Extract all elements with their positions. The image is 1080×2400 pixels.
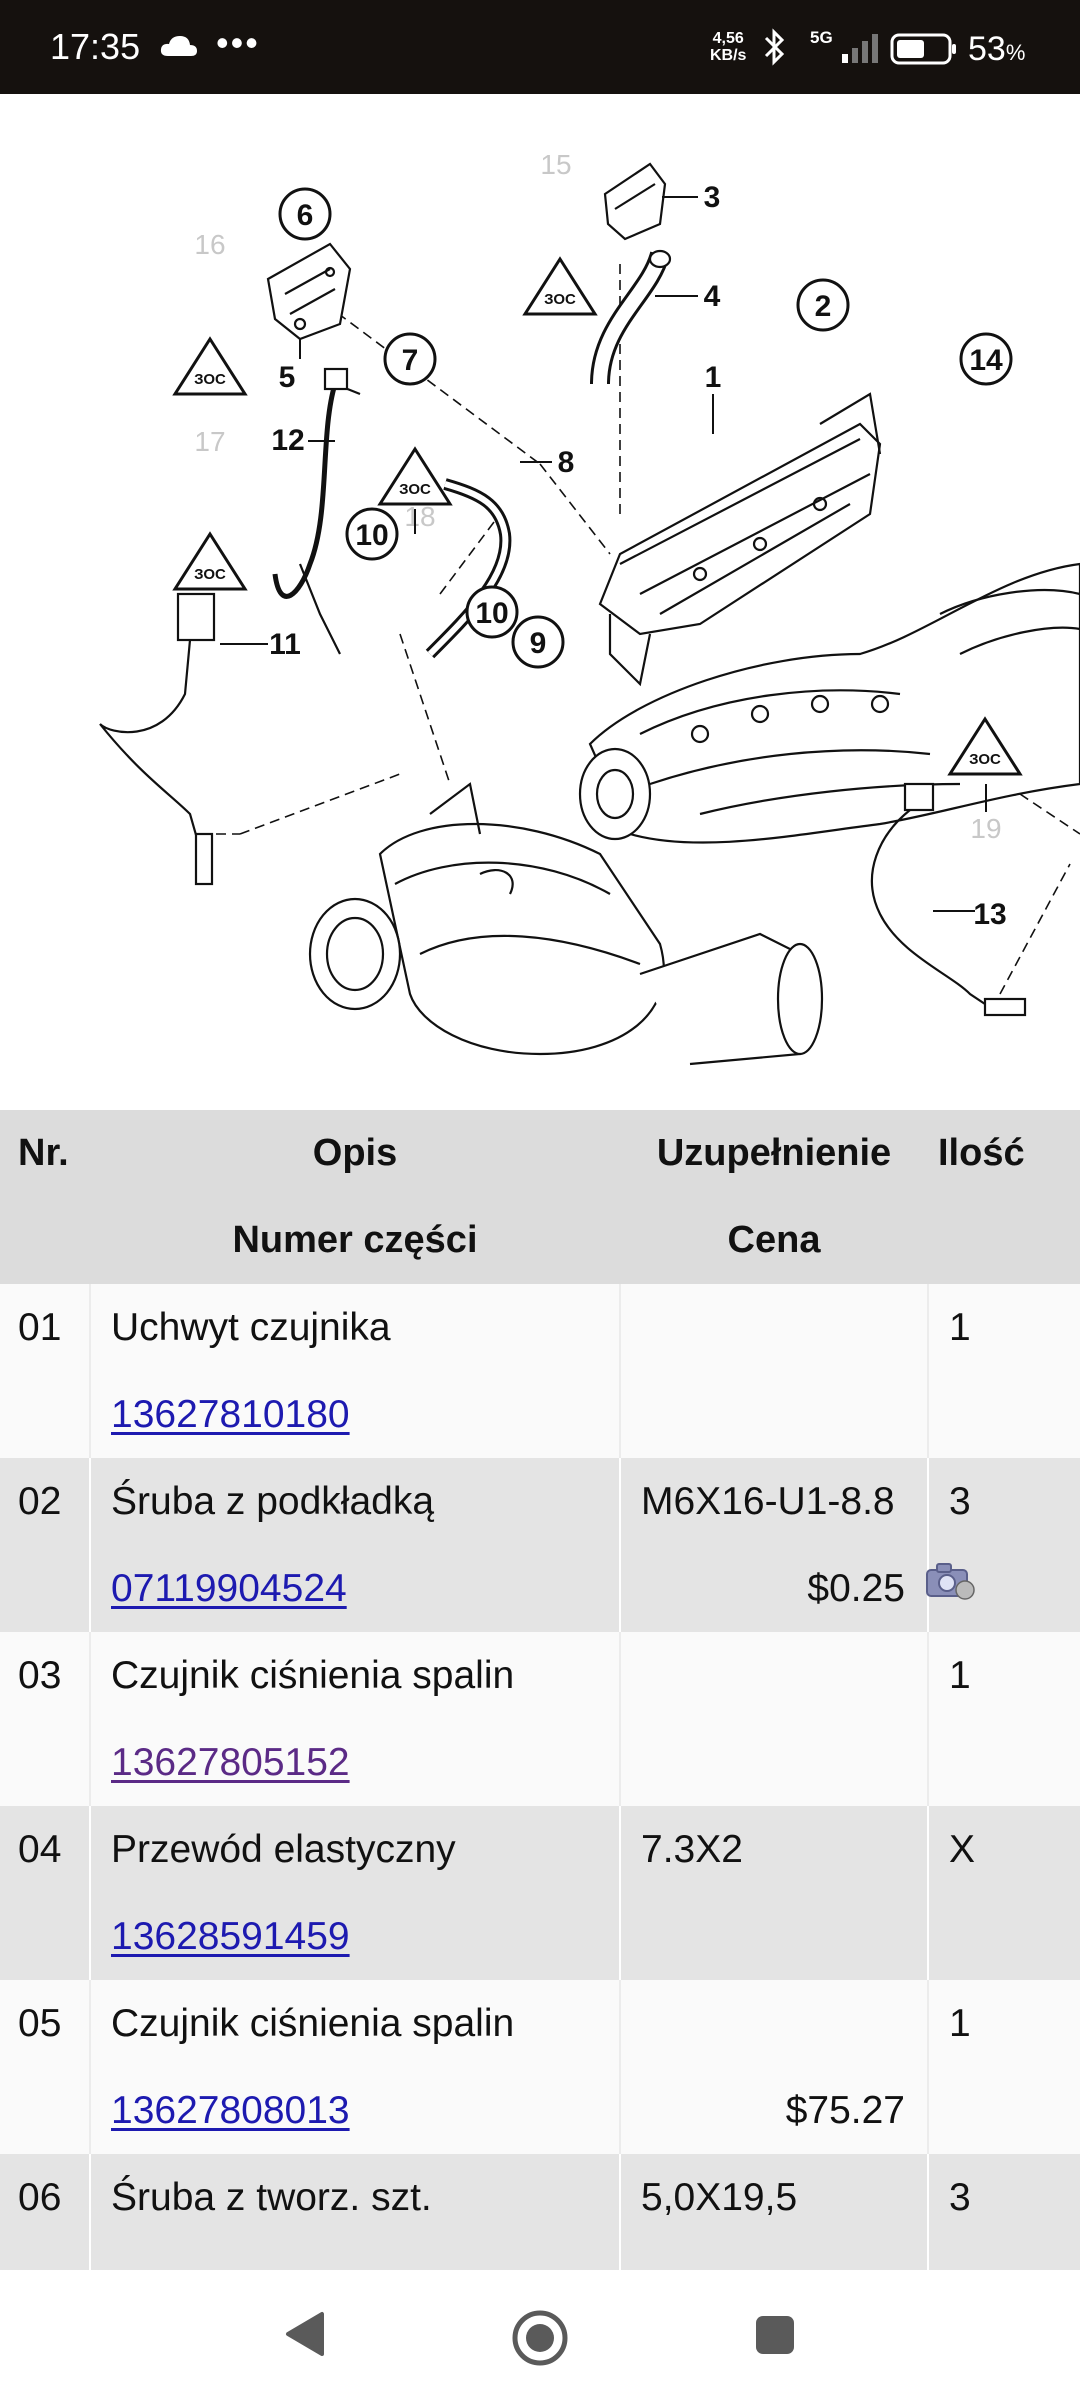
svg-text:ЗОС: ЗОС bbox=[194, 566, 226, 583]
part-supplement: 5,0X19,5 bbox=[620, 2154, 928, 2241]
battery-icon bbox=[890, 33, 960, 70]
recents-icon[interactable] bbox=[754, 2314, 796, 2361]
parts-table bbox=[0, 1110, 1080, 2328]
svg-text:1: 1 bbox=[704, 361, 722, 394]
svg-text:7: 7 bbox=[401, 344, 419, 377]
svg-text:17: 17 bbox=[194, 426, 226, 457]
svg-text:ЗОС: ЗОС bbox=[544, 291, 576, 308]
svg-text:2: 2 bbox=[814, 290, 832, 323]
row-number: 03 bbox=[0, 1632, 90, 1719]
header-numer-czesci: Numer części bbox=[90, 1197, 620, 1284]
svg-text:4: 4 bbox=[703, 280, 721, 313]
part-number-link[interactable]: 13628591459 bbox=[111, 1914, 350, 1958]
callout-6: 6 bbox=[296, 199, 314, 232]
row-number: 02 bbox=[0, 1458, 90, 1545]
part-supplement bbox=[620, 1284, 928, 1371]
table-row-details bbox=[0, 1371, 1080, 1458]
row-number: 06 bbox=[0, 2154, 90, 2241]
net-speed: 4,56 KB/s bbox=[710, 30, 747, 64]
battery-percent: 53% bbox=[968, 30, 1026, 68]
svg-text:12: 12 bbox=[271, 424, 305, 457]
status-bar bbox=[0, 0, 1080, 94]
part-quantity: X bbox=[949, 1827, 976, 1871]
table-row bbox=[0, 1806, 1080, 1893]
part-number-link[interactable]: 13627810180 bbox=[111, 1392, 350, 1436]
row-number: 04 bbox=[0, 1806, 90, 1893]
parts-diagram bbox=[0, 94, 1080, 1110]
svg-text:9: 9 bbox=[529, 627, 547, 660]
camera-icon[interactable] bbox=[925, 1560, 977, 1610]
part-description: Czujnik ciśnienia spalin bbox=[90, 1632, 620, 1719]
svg-text:15: 15 bbox=[540, 149, 572, 180]
svg-text:19: 19 bbox=[970, 813, 1002, 844]
svg-text:11: 11 bbox=[269, 628, 301, 661]
svg-text:10: 10 bbox=[355, 519, 389, 552]
part-quantity: 1 bbox=[949, 1653, 971, 1697]
header-opis: Opis bbox=[312, 1132, 398, 1174]
clock: 17:35 bbox=[50, 26, 141, 67]
part-price bbox=[620, 1893, 928, 1980]
svg-text:5: 5 bbox=[278, 361, 296, 394]
part-quantity: 1 bbox=[949, 2001, 971, 2045]
svg-text:3: 3 bbox=[703, 181, 721, 214]
navigation-bar bbox=[0, 2270, 1080, 2400]
part-description: Śruba z podkładką bbox=[90, 1458, 620, 1545]
signal-icon bbox=[840, 32, 884, 69]
part-supplement: M6X16-U1-8.8 bbox=[620, 1458, 928, 1545]
network-type: 5G bbox=[810, 28, 833, 47]
part-supplement: 7.3X2 bbox=[620, 1806, 928, 1893]
part-description: Czujnik ciśnienia spalin bbox=[90, 1980, 620, 2067]
back-icon[interactable] bbox=[282, 2310, 326, 2363]
part-description: Przewód elastyczny bbox=[90, 1806, 620, 1893]
svg-text:ЗОС: ЗОС bbox=[399, 481, 431, 498]
table-row bbox=[0, 1458, 1080, 1545]
part-price bbox=[620, 1719, 928, 1806]
home-icon[interactable] bbox=[510, 2308, 570, 2373]
header-nr: Nr. bbox=[18, 1132, 69, 1174]
table-header-row-1 bbox=[0, 1110, 1080, 1197]
part-quantity: 1 bbox=[949, 1305, 971, 1349]
table-row bbox=[0, 2154, 1080, 2241]
header-cena: Cena bbox=[727, 1219, 821, 1261]
part-quantity: 3 bbox=[949, 1479, 971, 1523]
table-row-details bbox=[0, 1893, 1080, 1980]
row-number: 01 bbox=[0, 1284, 90, 1371]
part-description: Uchwyt czujnika bbox=[90, 1284, 620, 1371]
part-price bbox=[620, 1371, 928, 1458]
row-number: 05 bbox=[0, 1980, 90, 2067]
bluetooth-icon bbox=[760, 28, 788, 71]
part-quantity: 3 bbox=[949, 2175, 971, 2219]
part-number-link[interactable]: 13627808013 bbox=[111, 2088, 350, 2132]
svg-text:13: 13 bbox=[973, 898, 1007, 931]
part-price: $75.27 bbox=[620, 2067, 928, 2154]
svg-text:16: 16 bbox=[194, 229, 226, 260]
table-row-details bbox=[0, 2067, 1080, 2154]
header-ilosc: Ilość bbox=[938, 1132, 1025, 1174]
table-row-details bbox=[0, 1719, 1080, 1806]
table-row bbox=[0, 1632, 1080, 1719]
svg-text:ЗОС: ЗОС bbox=[969, 751, 1001, 768]
svg-text:14: 14 bbox=[969, 344, 1003, 377]
part-price: $0.25 bbox=[620, 1545, 928, 1632]
svg-text:ЗОС: ЗОС bbox=[194, 371, 226, 388]
part-description: Śruba z tworz. szt. bbox=[90, 2154, 620, 2241]
part-supplement bbox=[620, 1632, 928, 1719]
cloud-icon bbox=[160, 34, 198, 63]
svg-text:10: 10 bbox=[475, 597, 509, 630]
svg-text:8: 8 bbox=[557, 446, 575, 479]
table-header-row-2 bbox=[0, 1197, 1080, 1284]
more-notifications-icon: ••• bbox=[216, 22, 260, 63]
table-row bbox=[0, 1980, 1080, 2067]
part-supplement bbox=[620, 1980, 928, 2067]
part-number-link[interactable]: 13627805152 bbox=[111, 1740, 350, 1784]
table-row bbox=[0, 1284, 1080, 1371]
svg-text:18: 18 bbox=[404, 501, 436, 532]
table-row-details bbox=[0, 1545, 1080, 1632]
part-number-link[interactable]: 07119904524 bbox=[111, 1566, 347, 1610]
header-uzupelnienie: Uzupełnienie bbox=[656, 1132, 892, 1174]
